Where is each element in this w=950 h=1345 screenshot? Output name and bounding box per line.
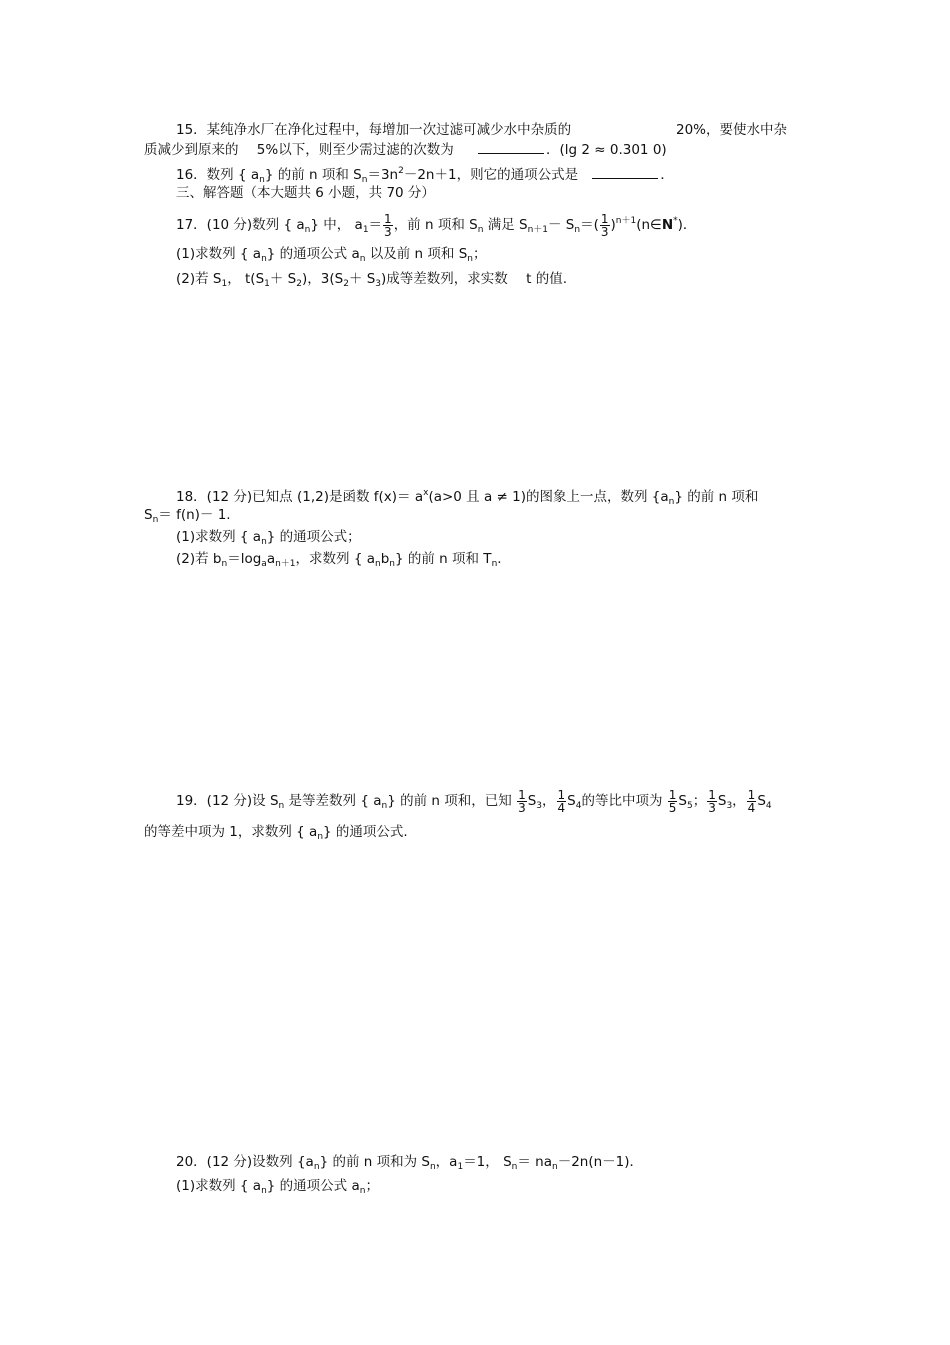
q16-line: 16．数列 { $a_n$} 的前 n 项和 $S_n=3n^2-2n+1$，则它的通项公式是 ． <box>176 166 674 185</box>
fraction: $\frac{1}{3}$ <box>600 211 609 239</box>
q15-text: 15．某纯净水厂在净化过程中，每增加一次过滤可减少水中杂质的 <box>176 122 572 138</box>
fraction: $\frac{1}{3}$ <box>384 211 392 239</box>
q18-line2: $S_n= f(n)- 1$. <box>144 507 231 525</box>
fraction: $\frac{1}{5}$ <box>668 787 677 815</box>
q15-line1 <box>176 121 571 139</box>
q15-line2: 质减少到原来的 5%以下，则至少需过滤的次数为 ．(lg 2 ≈ 0.301 0) <box>144 142 667 158</box>
answer-blank[interactable] <box>592 165 658 179</box>
q19-line2: 的等差中项为 1，求数列 { $a_n$} 的通项公式. <box>144 824 408 842</box>
q20-part1: (1)求数列 { $a_n$} 的通项公式 $a_n$； <box>176 1178 379 1196</box>
answer-blank[interactable] <box>478 140 544 154</box>
fraction: $\frac{1}{4}$ <box>557 787 566 815</box>
q15-line1-pct: 20%，要使水中杂 <box>676 122 788 138</box>
q18-part1: (1)求数列 { $a_n$} 的通项公式； <box>176 529 361 547</box>
q20-line1: 20．(12 分)设数列 $\{a_n\}$ 的前 n 项和为 $S_n$，$a_1=1$， $S_n= na_n-2n(n-1)$． <box>176 1154 644 1172</box>
fraction: $\frac{1}{3}$ <box>708 787 716 815</box>
fraction: $\frac{1}{3}$ <box>518 787 526 815</box>
q18-line1: 18．(12 分)已知点 (1,2)是函数 $f(x)= a^x(a>0$ 且 a ≠ 1)的图象上一点，数列 $\{a_n\}$ 的前 n 项和 <box>176 488 759 507</box>
q18-part2: (2)若 $b_n=\log_aa_{n+1}$，求数列 { $a_nb_n$} 的前 n 项和 $T_n$. <box>176 551 502 569</box>
q19-line1: 19．(12 分)设 $S_n$ 是等差数列 { $a_n$} 的前 n 项和，已知 $\frac{1}{3}$ $S_3$， $\frac{1}{4}$ $S_4$的等比中项为 $\frac{1}{5}$ $S_5$； $\frac{1}{3}$ $S_3$， $\frac{1}{4}$ $S_4$ <box>176 787 772 815</box>
fraction: $\frac{1}{4}$ <box>747 787 756 815</box>
q17-part1: (1)求数列 { $a_n$} 的通项公式 $a_n$ 以及前 n 项和 $S_n$； <box>176 246 487 264</box>
section-heading: 三、解答题（本大题共 6 小题，共 70 分） <box>176 185 435 201</box>
q17-part2: (2)若 $S_1$， $t(S_1+ S_2)$，$3(S_2+ S_3)$成等差数列，求实数 t 的值. <box>176 271 567 289</box>
q17-line: 17．(10 分)数列 { $a_n$} 中， $a_1=$ $\frac{1}{3}$ ，前 n 项和 $S_n$ 满足 $S_{n+1}- S_n=$( $\frac{1}{3}$ )$^{n+1}$(n∈N*)． <box>176 211 697 239</box>
